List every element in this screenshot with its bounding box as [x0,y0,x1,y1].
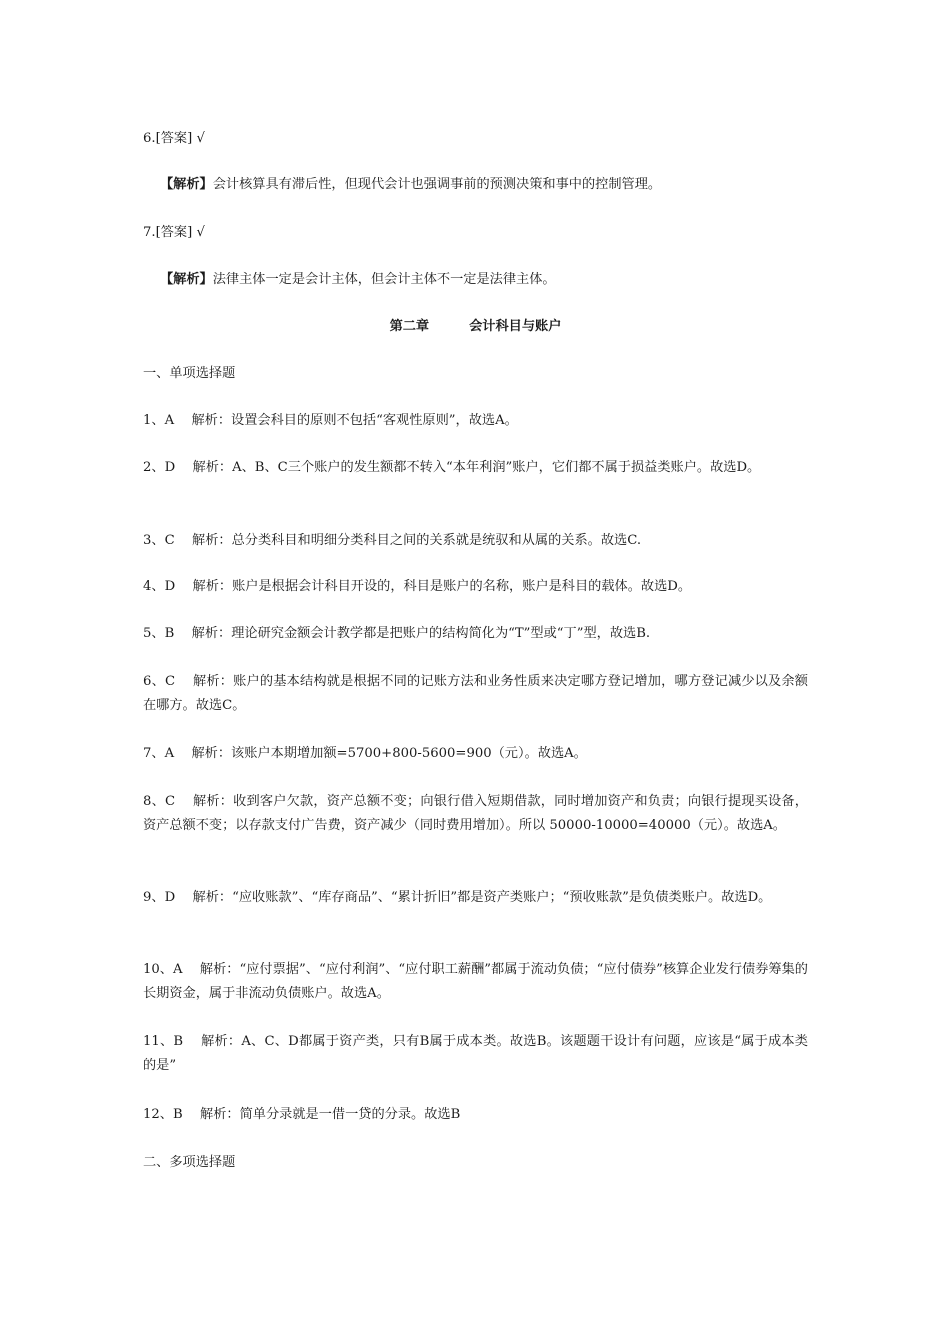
section-title: 二、多项选择题 [143,1155,236,1170]
list-item: 12、B 解析：简单分录就是一借一贷的分录。故选B [143,1107,461,1122]
list-item: 1、A 解析：设置会科目的原则不包括“客观性原则”，故选A。 [143,413,518,428]
list-item: 10、A 解析：“应付票据”、“应付利润”、“应付职工薪酬”都属于流动负债；“应付债券”核算企业发行债券筹集的长期资金，属于非流动负债账户。故选A。 [143,962,808,1001]
analysis-text: 会计核算具有滞后性，但现代会计也强调事前的预测决策和事中的控制管理。 [212,177,662,192]
list-item: 8、C 解析：收到客户欠款，资产总额不变；向银行借入短期借款，同时增加资产和负责；向银行提现买设备，资产总额不变；以存款支付广告费，资产减少（同时费用增加）。所以 50000-10000=40000（元）。故选A。 [143,794,808,833]
list-item: 4、D 解析：账户是根据会计科目开设的，科目是账户的名称，账户是科目的载体。故选D。 [143,579,692,594]
section-title: 一、单项选择题 [143,366,236,381]
chapter-heading [143,315,808,339]
chapter-title: 会计科目与账户 [469,319,562,334]
list-item: 6、C 解析：账户的基本结构就是根据不同的记账方法和业务性质来决定哪方登记增加，哪方登记减少以及余额在哪方。故选C。 [143,674,808,713]
answer-6: 6.[答案] √ [143,131,205,146]
list-item: 2、D 解析：A、B、C三个账户的发生额都不转入“本年利润”账户，它们都不属于损益类账户。故选D。 [143,460,761,475]
analysis-label: 【解析】 [160,177,213,192]
analysis-7 [143,268,808,292]
list-item: 5、B 解析：理论研究金额会计教学都是把账户的结构简化为“T”型或“丁”型，故选B. [143,626,651,641]
answer-7: 7.[答案] √ [143,225,205,240]
analysis-text: 法律主体一定是会计主体，但会计主体不一定是法律主体。 [212,272,556,287]
list-item: 7、A 解析：该账户本期增加额=5700+800-5600=900（元）。故选A。 [143,746,587,761]
list-item: 3、C 解析：总分类科目和明细分类科目之间的关系就是统驭和从属的关系。故选C. [143,533,642,548]
chapter-number: 第二章 [389,319,430,334]
analysis-label: 【解析】 [160,272,213,287]
list-item: 11、B 解析：A、C、D都属于资产类，只有B属于成本类。故选B。该题题干设计有问题，应该是“属于成本类的是” [143,1034,808,1073]
list-item: 9、D 解析：“应收账款”、“库存商品”、“累计折旧”都是资产类账户；“预收账款”是负债类账户。故选D。 [143,890,772,905]
analysis-6 [143,173,808,197]
